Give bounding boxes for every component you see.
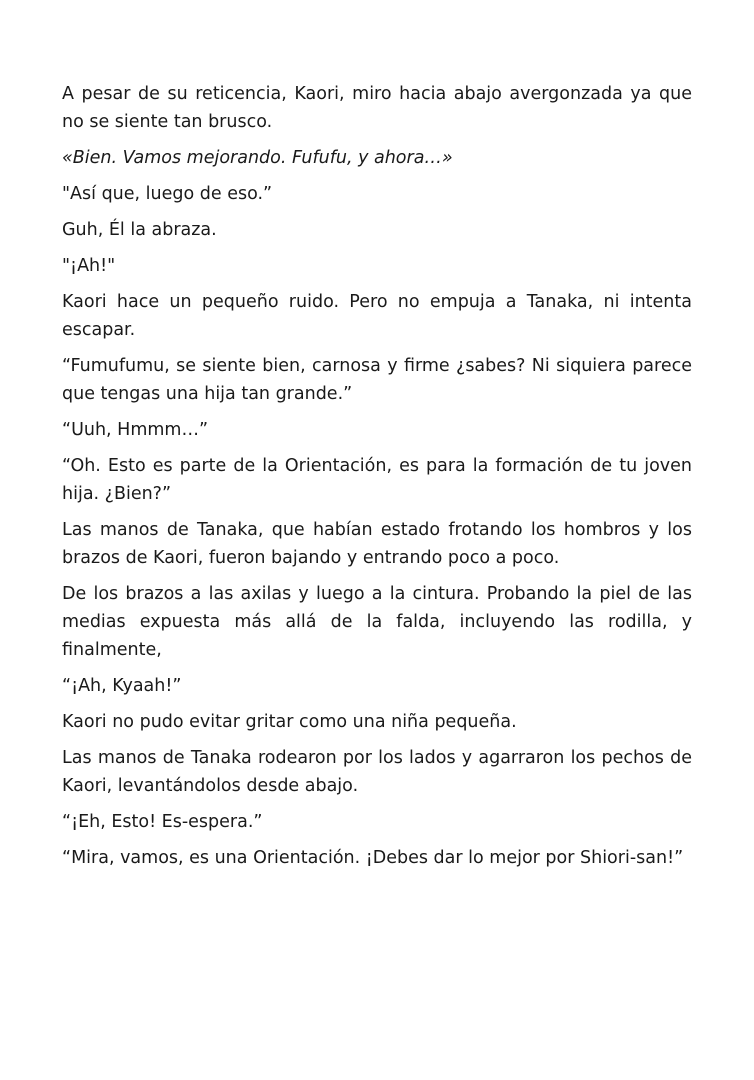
paragraph-13: Kaori no pudo evitar gritar como una niña pequeña. [62,712,517,732]
paragraph-7: “Fumufumu, se siente bien, carnosa y firme ¿sabes? Ni siquiera parece que tengas una hija tan grande.” [62,356,692,404]
paragraph-2-thought: «Bien. Vamos mejorando. Fufufu, y ahora…» [62,148,453,168]
paragraph-10: Las manos de Tanaka, que habían estado frotando los hombros y los brazos de Kaori, fueron bajando y entrando poco a poco. [62,520,692,568]
paragraph-8: “Uuh, Hmmm…” [62,420,209,440]
paragraph-4: Guh, Él la abraza. [62,220,217,240]
paragraph-5: "¡Ah!" [62,256,116,276]
paragraph-12: “¡Ah, Kyaah!” [62,676,182,696]
paragraph-11: De los brazos a las axilas y luego a la cintura. Probando la piel de las medias expuesta más allá de la falda, incluyendo las rodilla, y finalmente, [62,584,692,660]
document-page [62,80,692,880]
paragraph-16: “Mira, vamos, es una Orientación. ¡Debes dar lo mejor por Shiori-san!” [62,848,684,868]
paragraph-14: Las manos de Tanaka rodearon por los lados y agarraron los pechos de Kaori, levantándolos desde abajo. [62,748,692,796]
paragraph-3: "Así que, luego de eso.” [62,184,273,204]
paragraph-6: Kaori hace un pequeño ruido. Pero no empuja a Tanaka, ni intenta escapar. [62,292,692,340]
paragraph-15: “¡Eh, Esto! Es-espera.” [62,812,263,832]
paragraph-9: “Oh. Esto es parte de la Orientación, es para la formación de tu joven hija. ¿Bien?” [62,456,692,504]
paragraph-1: A pesar de su reticencia, Kaori, miro hacia abajo avergonzada ya que no se siente tan brusco. [62,84,692,132]
